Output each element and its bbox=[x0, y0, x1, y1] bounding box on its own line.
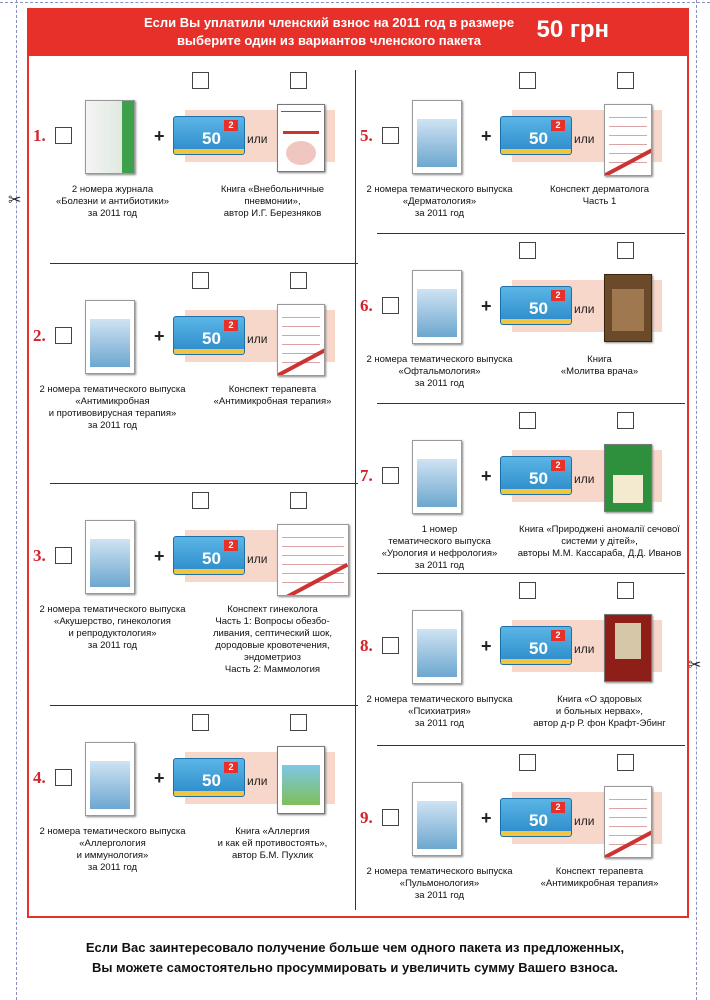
magazine-option-checkbox[interactable] bbox=[192, 72, 209, 89]
magazine-caption bbox=[357, 524, 522, 572]
card-stripe bbox=[174, 791, 244, 796]
cut-line-top bbox=[0, 2, 710, 3]
plus-icon: + bbox=[481, 296, 492, 316]
notebook-line bbox=[282, 335, 320, 336]
magazine-cover-art bbox=[417, 459, 457, 507]
caption-line: «Офтальмология» bbox=[398, 366, 481, 377]
or-label: или bbox=[574, 132, 595, 146]
magazine-thumbnail bbox=[412, 440, 462, 514]
plus-icon: + bbox=[154, 768, 165, 788]
caption-line: Конспект дерматолога bbox=[549, 184, 649, 195]
cut-line-left bbox=[16, 0, 17, 1000]
magazine-caption bbox=[30, 184, 195, 220]
or-label: или bbox=[574, 302, 595, 316]
card-value: 50 bbox=[202, 129, 221, 148]
card-value: 50 bbox=[202, 329, 221, 348]
package-checkbox[interactable] bbox=[382, 297, 399, 314]
card-stripe bbox=[174, 349, 244, 354]
header-price: 50 грн bbox=[536, 16, 609, 43]
package-number: 8. bbox=[360, 636, 373, 655]
card-stripe bbox=[501, 149, 571, 154]
scissors-icon: ✂ bbox=[688, 657, 702, 674]
notebook-line bbox=[282, 317, 320, 318]
magazine-cover-art bbox=[417, 629, 457, 677]
notebook-line bbox=[609, 826, 647, 827]
caption-line: «Антимикробная терапия» bbox=[213, 396, 332, 407]
caption-line: Книга «Внебольничные bbox=[220, 184, 325, 195]
caption-line: и противовирусная терапия» bbox=[48, 408, 177, 419]
magazine-cover-art bbox=[417, 801, 457, 849]
book-option-checkbox[interactable] bbox=[617, 412, 634, 429]
package-divider bbox=[50, 263, 358, 264]
book-cover-art bbox=[613, 475, 643, 503]
book-thumbnail bbox=[277, 746, 325, 814]
caption-line: за 2011 год bbox=[414, 718, 465, 729]
package-checkbox[interactable] bbox=[382, 467, 399, 484]
package-number: 7. bbox=[360, 466, 373, 485]
cut-line-right bbox=[696, 0, 697, 1000]
book-cover-rule bbox=[281, 111, 321, 112]
membership-card-image bbox=[500, 286, 572, 325]
card-mark: 2 bbox=[224, 320, 238, 331]
book-option-checkbox[interactable] bbox=[617, 242, 634, 259]
package-checkbox[interactable] bbox=[382, 637, 399, 654]
book-caption bbox=[512, 354, 687, 378]
card-value: 50 bbox=[202, 771, 221, 790]
book-caption bbox=[512, 524, 687, 560]
package-checkbox[interactable] bbox=[55, 547, 72, 564]
plus-icon: + bbox=[481, 466, 492, 486]
card-stripe bbox=[501, 659, 571, 664]
caption-line: Часть 1: Вопросы обезбо- bbox=[215, 616, 330, 627]
book-option-checkbox[interactable] bbox=[617, 72, 634, 89]
pen-icon bbox=[278, 563, 349, 596]
caption-line: пневмонии», bbox=[244, 196, 301, 207]
magazine-option-checkbox[interactable] bbox=[192, 714, 209, 731]
magazine-option-checkbox[interactable] bbox=[519, 582, 536, 599]
book-option-checkbox[interactable] bbox=[290, 72, 307, 89]
caption-line: «Урология и нефрология» bbox=[381, 548, 498, 559]
book-option-checkbox[interactable] bbox=[290, 492, 307, 509]
notebook-thumbnail bbox=[604, 104, 652, 176]
card-mark: 2 bbox=[224, 540, 238, 551]
book-cover-art bbox=[286, 141, 316, 165]
book-option-checkbox[interactable] bbox=[290, 272, 307, 289]
card-stripe bbox=[501, 831, 571, 836]
or-label: или bbox=[574, 472, 595, 486]
package-divider bbox=[377, 233, 685, 234]
magazine-cover-art bbox=[90, 761, 130, 809]
or-label: или bbox=[247, 332, 268, 346]
caption-line: и иммунология» bbox=[76, 850, 149, 861]
book-caption bbox=[185, 826, 360, 862]
card-value: 50 bbox=[529, 639, 548, 658]
caption-line: Конспект гинеколога bbox=[227, 604, 318, 615]
package-number: 6. bbox=[360, 296, 373, 315]
card-value: 50 bbox=[529, 299, 548, 318]
membership-card-image bbox=[173, 536, 245, 575]
notebook-line bbox=[282, 546, 344, 547]
notebook-line bbox=[282, 537, 344, 538]
caption-line: эндометриоз bbox=[244, 652, 301, 663]
caption-line: «Антимикробная bbox=[75, 396, 150, 407]
caption-line: автор И.Г. Березняков bbox=[223, 208, 322, 219]
notebook-line bbox=[609, 126, 647, 127]
package-checkbox[interactable] bbox=[55, 327, 72, 344]
caption-line: 2 номера тематического выпуска bbox=[366, 184, 513, 195]
or-label: или bbox=[574, 814, 595, 828]
magazine-thumbnail bbox=[412, 100, 462, 174]
package-number: 3. bbox=[33, 546, 46, 565]
header-line-1: Если Вы уплатили членский взнос на 2011 год в размере bbox=[143, 15, 515, 30]
plus-icon: + bbox=[154, 326, 165, 346]
caption-line: Книга «Аллергия bbox=[235, 826, 310, 837]
header-banner bbox=[27, 8, 689, 56]
package-number: 1. bbox=[33, 126, 46, 145]
caption-line: 2 номера тематического выпуска bbox=[366, 866, 513, 877]
caption-line: «Дерматология» bbox=[402, 196, 477, 207]
card-mark: 2 bbox=[551, 802, 565, 813]
caption-line: «Пульмонология» bbox=[399, 878, 480, 889]
book-option-checkbox[interactable] bbox=[617, 754, 634, 771]
magazine-option-checkbox[interactable] bbox=[519, 412, 536, 429]
magazine-spine bbox=[122, 101, 134, 173]
caption-line: Конспект терапевта bbox=[228, 384, 317, 395]
caption-line: и как ей противостоять», bbox=[217, 838, 328, 849]
book-caption bbox=[512, 184, 687, 208]
card-mark: 2 bbox=[224, 120, 238, 131]
magazine-caption bbox=[30, 604, 195, 652]
book-thumbnail bbox=[277, 104, 325, 172]
magazine-thumbnail bbox=[85, 100, 135, 174]
notebook-thumbnail bbox=[277, 524, 349, 596]
caption-line: «Психиатрия» bbox=[408, 706, 471, 717]
membership-card-image bbox=[173, 316, 245, 355]
card-stripe bbox=[174, 569, 244, 574]
caption-line: тематического выпуска bbox=[388, 536, 491, 547]
magazine-thumbnail bbox=[85, 300, 135, 374]
magazine-caption bbox=[357, 694, 522, 730]
caption-line: 2 номера журнала bbox=[71, 184, 154, 195]
magazine-option-checkbox[interactable] bbox=[519, 72, 536, 89]
card-stripe bbox=[501, 319, 571, 324]
membership-card-image bbox=[500, 626, 572, 665]
caption-line: за 2011 год bbox=[414, 378, 465, 389]
caption-line: Книга bbox=[587, 354, 612, 365]
caption-line: 2 номера тематического выпуска bbox=[39, 826, 186, 837]
footer-line-1: Если Вас заинтересовало получение больше чем одного пакета из предложенных, bbox=[85, 940, 625, 955]
plus-icon: + bbox=[154, 546, 165, 566]
book-caption bbox=[512, 866, 687, 890]
book-cover-title-bar bbox=[283, 131, 319, 134]
caption-line: 2 номера тематического выпуска bbox=[366, 694, 513, 705]
card-mark: 2 bbox=[551, 630, 565, 641]
package-checkbox[interactable] bbox=[382, 127, 399, 144]
membership-card-image bbox=[173, 758, 245, 797]
membership-card-image bbox=[500, 798, 572, 837]
card-value: 50 bbox=[529, 811, 548, 830]
package-divider bbox=[377, 403, 685, 404]
notebook-line bbox=[282, 326, 320, 327]
magazine-caption bbox=[357, 354, 522, 390]
package-number: 5. bbox=[360, 126, 373, 145]
magazine-thumbnail bbox=[412, 270, 462, 344]
magazine-cover-art bbox=[417, 289, 457, 337]
book-thumbnail bbox=[604, 614, 652, 682]
magazine-option-checkbox[interactable] bbox=[519, 754, 536, 771]
caption-line: Книга «Природжені аномалії сечової bbox=[519, 524, 680, 535]
notebook-line bbox=[282, 344, 320, 345]
magazine-thumbnail bbox=[412, 782, 462, 856]
magazine-thumbnail bbox=[412, 610, 462, 684]
caption-line: ливания, септический шок, bbox=[213, 628, 332, 639]
caption-line: «Болезни и антибиотики» bbox=[55, 196, 170, 207]
caption-line: за 2011 год bbox=[414, 560, 465, 571]
package-divider bbox=[50, 483, 358, 484]
package-number: 2. bbox=[33, 326, 46, 345]
caption-line: за 2011 год bbox=[87, 420, 138, 431]
caption-line: авторы М.М. Кассараба, Д.Д. Иванов bbox=[517, 548, 682, 559]
card-mark: 2 bbox=[551, 460, 565, 471]
package-divider bbox=[377, 573, 685, 574]
card-value: 50 bbox=[529, 129, 548, 148]
notebook-thumbnail bbox=[604, 786, 652, 858]
card-mark: 2 bbox=[551, 120, 565, 131]
package-divider bbox=[377, 745, 685, 746]
notebook-line bbox=[609, 144, 647, 145]
book-thumbnail bbox=[604, 274, 652, 342]
card-mark: 2 bbox=[224, 762, 238, 773]
caption-line: за 2011 год bbox=[414, 208, 465, 219]
card-stripe bbox=[174, 149, 244, 154]
caption-line: 2 номера тематического выпуска bbox=[39, 384, 186, 395]
magazine-cover-art bbox=[90, 539, 130, 587]
magazine-caption bbox=[357, 866, 522, 902]
notebook-thumbnail bbox=[277, 304, 325, 376]
package-number: 4. bbox=[33, 768, 46, 787]
book-caption bbox=[185, 184, 360, 220]
caption-line: Часть 2: Маммология bbox=[224, 664, 321, 675]
footer-line-2: Вы можете самостоятельно просуммировать и увеличить сумму Вашего взноса. bbox=[91, 960, 619, 975]
book-thumbnail bbox=[604, 444, 652, 512]
caption-line: за 2011 год bbox=[414, 890, 465, 901]
package-checkbox[interactable] bbox=[55, 769, 72, 786]
caption-line: за 2011 год bbox=[87, 862, 138, 873]
package-checkbox[interactable] bbox=[55, 127, 72, 144]
or-label: или bbox=[247, 132, 268, 146]
magazine-cover-art bbox=[417, 119, 457, 167]
caption-line: за 2011 год bbox=[87, 208, 138, 219]
magazine-cover-art bbox=[90, 319, 130, 367]
membership-card-image bbox=[500, 116, 572, 155]
plus-icon: + bbox=[154, 126, 165, 146]
notebook-line bbox=[609, 817, 647, 818]
caption-line: системи у дітей», bbox=[561, 536, 638, 547]
package-number: 9. bbox=[360, 808, 373, 827]
scissors-icon: ✂ bbox=[8, 192, 22, 209]
caption-line: и репродуктология» bbox=[68, 628, 157, 639]
magazine-caption bbox=[357, 184, 522, 220]
book-caption bbox=[185, 384, 360, 408]
plus-icon: + bbox=[481, 126, 492, 146]
magazine-option-checkbox[interactable] bbox=[192, 272, 209, 289]
notebook-line bbox=[609, 117, 647, 118]
membership-card-image bbox=[500, 456, 572, 495]
magazine-caption bbox=[30, 384, 195, 432]
magazine-thumbnail bbox=[85, 520, 135, 594]
caption-line: «Аллергология bbox=[79, 838, 146, 849]
card-value: 50 bbox=[529, 469, 548, 488]
notebook-line bbox=[609, 808, 647, 809]
book-cover-art bbox=[282, 765, 320, 805]
header-line-2: выберите один из вариантов членского пакета bbox=[176, 33, 482, 48]
magazine-cover-art bbox=[86, 101, 124, 173]
caption-line: автор Б.М. Пухлик bbox=[232, 850, 313, 861]
membership-card-image bbox=[173, 116, 245, 155]
magazine-caption bbox=[30, 826, 195, 874]
caption-line: 2 номера тематического выпуска bbox=[366, 354, 513, 365]
magazine-option-checkbox[interactable] bbox=[519, 242, 536, 259]
caption-line: 1 номер bbox=[421, 524, 458, 535]
caption-line: автор д-р Р. фон Крафт-Эбинг bbox=[533, 718, 666, 729]
card-mark: 2 bbox=[551, 290, 565, 301]
or-label: или bbox=[247, 774, 268, 788]
book-cover-art bbox=[615, 623, 641, 659]
book-caption bbox=[185, 604, 360, 676]
card-stripe bbox=[501, 489, 571, 494]
caption-line: Книга «О здоровых bbox=[557, 694, 642, 705]
caption-line: за 2011 год bbox=[87, 640, 138, 651]
caption-line: Часть 1 bbox=[582, 196, 617, 207]
card-value: 50 bbox=[202, 549, 221, 568]
plus-icon: + bbox=[481, 808, 492, 828]
plus-icon: + bbox=[481, 636, 492, 656]
notebook-line bbox=[609, 135, 647, 136]
notebook-line bbox=[282, 555, 344, 556]
caption-line: Конспект терапевта bbox=[555, 866, 644, 877]
caption-line: «Молитва врача» bbox=[560, 366, 639, 377]
book-cover-art bbox=[612, 289, 644, 331]
caption-line: и больных нервах», bbox=[555, 706, 644, 717]
caption-line: «Акушерство, гинекология bbox=[54, 616, 171, 627]
or-label: или bbox=[247, 552, 268, 566]
caption-line: 2 номера тематического выпуска bbox=[39, 604, 186, 615]
package-divider bbox=[50, 705, 358, 706]
book-caption bbox=[512, 694, 687, 730]
caption-line: «Антимикробная терапия» bbox=[540, 878, 659, 889]
or-label: или bbox=[574, 642, 595, 656]
magazine-thumbnail bbox=[85, 742, 135, 816]
caption-line: дородовые кровотечения, bbox=[215, 640, 330, 651]
book-option-checkbox[interactable] bbox=[290, 714, 307, 731]
package-checkbox[interactable] bbox=[382, 809, 399, 826]
magazine-option-checkbox[interactable] bbox=[192, 492, 209, 509]
book-option-checkbox[interactable] bbox=[617, 582, 634, 599]
notebook-line bbox=[282, 564, 344, 565]
notebook-line bbox=[609, 799, 647, 800]
